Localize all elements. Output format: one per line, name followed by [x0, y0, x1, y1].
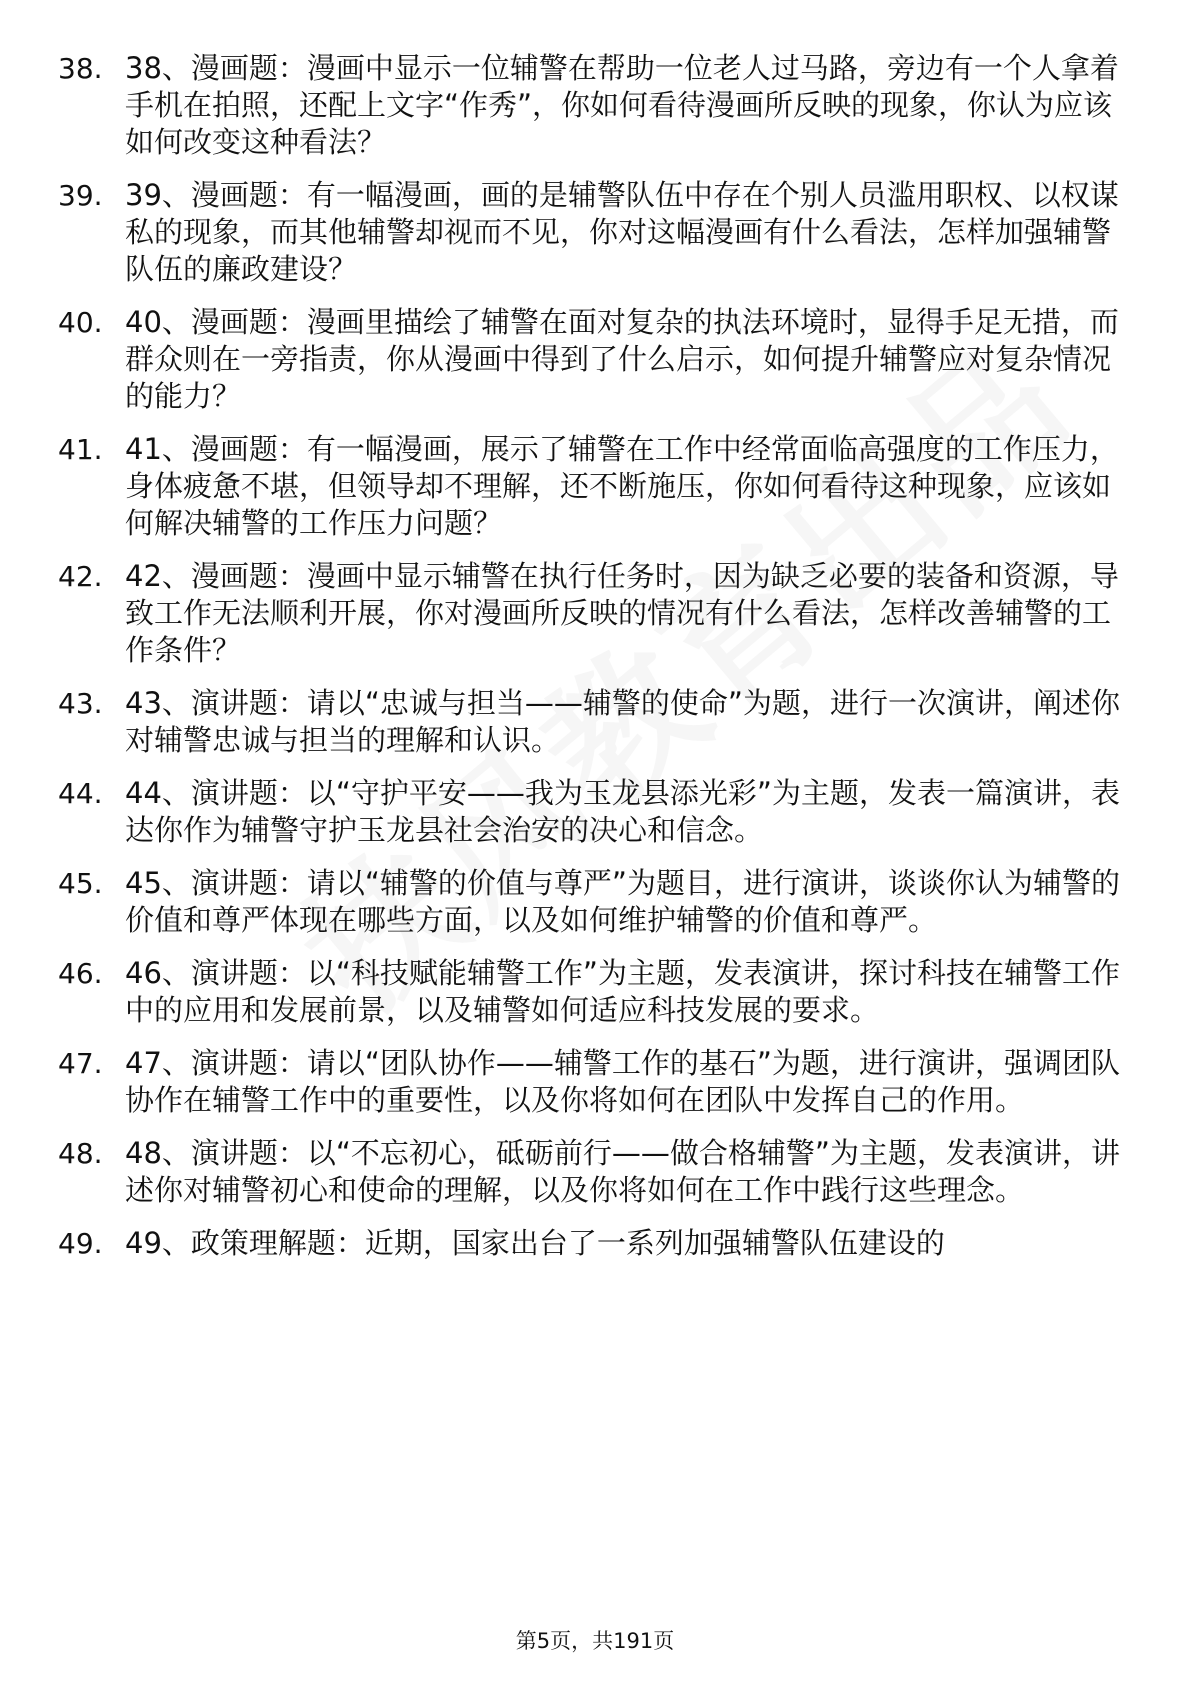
question-text: 43、演讲题：请以“忠诚与担当——辅警的使命”为题，进行一次演讲，阐述你对辅警忠诚与担当的理解和认识。	[125, 686, 1120, 757]
question-item-47	[58, 1045, 1138, 1119]
question-text: 48、演讲题：以“不忘初心，砥砺前行——做合格辅警”为主题，发表演讲，讲述你对辅警初心和使命的理解，以及你将如何在工作中践行这些理念。	[125, 1136, 1120, 1207]
question-number: 40.	[58, 306, 103, 339]
question-number: 41.	[58, 433, 103, 466]
question-number: 44.	[58, 777, 103, 810]
question-item-42	[58, 558, 1138, 669]
question-item-39	[58, 177, 1138, 288]
question-text: 38、漫画题：漫画中显示一位辅警在帮助一位老人过马路，旁边有一个人拿着手机在拍照，还配上文字“作秀”，你如何看待漫画所反映的现象，你认为应该如何改变这种看法？	[125, 51, 1119, 159]
question-text: 47、演讲题：请以“团队协作——辅警工作的基石”为题，进行演讲，强调团队协作在辅警工作中的重要性，以及你将如何在团队中发挥自己的作用。	[125, 1046, 1120, 1117]
question-number: 48.	[58, 1137, 103, 1170]
question-text: 44、演讲题：以“守护平安——我为玉龙县添光彩”为主题，发表一篇演讲，表达你作为辅警守护玉龙县社会治安的决心和信念。	[125, 776, 1120, 847]
question-item-48	[58, 1135, 1138, 1209]
question-text: 49、政策理解题：近期，国家出台了一系列加强辅警队伍建设的	[125, 1226, 945, 1260]
question-item-40	[58, 304, 1138, 415]
question-number: 39.	[58, 179, 103, 212]
question-item-41	[58, 431, 1138, 542]
question-text: 42、漫画题：漫画中显示辅警在执行任务时，因为缺乏必要的装备和资源，导致工作无法顺利开展，你对漫画所反映的情况有什么看法，怎样改善辅警的工作条件？	[125, 559, 1119, 667]
question-item-38	[58, 50, 1138, 161]
question-number: 49.	[58, 1227, 103, 1260]
question-item-46	[58, 955, 1138, 1029]
question-number: 47.	[58, 1047, 103, 1080]
question-text: 41、漫画题：有一幅漫画，展示了辅警在工作中经常面临高强度的工作压力，身体疲惫不堪，但领导却不理解，还不断施压，你如何看待这种现象，应该如何解决辅警的工作压力问题？	[125, 432, 1119, 540]
question-text: 46、演讲题：以“科技赋能辅警工作”为主题，发表演讲，探讨科技在辅警工作中的应用和发展前景，以及辅警如何适应科技发展的要求。	[125, 956, 1120, 1027]
question-number: 46.	[58, 957, 103, 990]
question-number: 45.	[58, 867, 103, 900]
question-text: 45、演讲题：请以“辅警的价值与尊严”为题目，进行演讲，谈谈你认为辅警的价值和尊严体现在哪些方面，以及如何维护辅警的价值和尊严。	[125, 866, 1120, 937]
question-number: 42.	[58, 560, 103, 593]
question-item-49	[58, 1225, 1138, 1262]
question-number: 43.	[58, 687, 103, 720]
question-text: 39、漫画题：有一幅漫画，画的是辅警队伍中存在个别人员滥用职权、以权谋私的现象，而其他辅警却视而不见，你对这幅漫画有什么看法，怎样加强辅警队伍的廉政建设？	[125, 178, 1119, 286]
page-number-footer: 第5页，共191页	[515, 1629, 675, 1653]
question-item-45	[58, 865, 1138, 939]
question-item-43	[58, 685, 1138, 759]
question-number: 38.	[58, 52, 103, 85]
question-item-44	[58, 775, 1138, 849]
question-list	[58, 50, 1138, 1278]
question-text: 40、漫画题：漫画里描绘了辅警在面对复杂的执法环境时，显得手足无措，而群众则在一旁指责，你从漫画中得到了什么启示，如何提升辅警应对复杂情况的能力？	[125, 305, 1119, 413]
